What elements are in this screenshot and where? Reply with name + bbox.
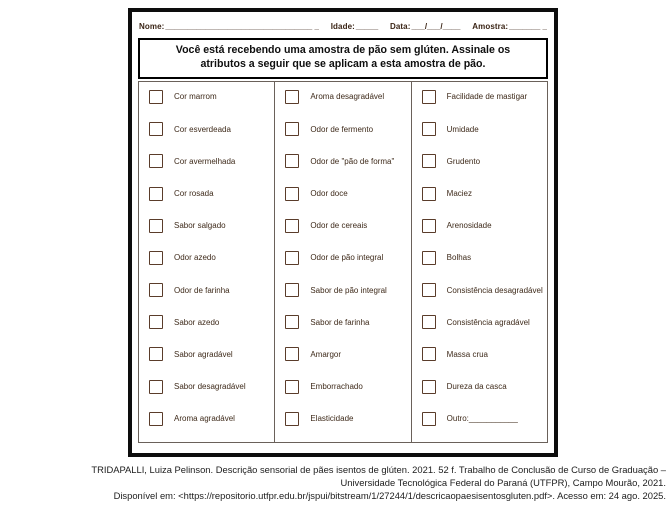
citation-line-3: Disponível em: <https://repositorio.utfpr.edu.br/jspui/bitstream/1/27244/1/descricaopaesisentosgluten.pdf>. Acesso em: 24 ago. 2025. [113, 489, 666, 501]
attribute-label: Odor de fermento [310, 124, 374, 134]
field-data [390, 22, 460, 31]
attribute-item [422, 251, 543, 265]
checkbox[interactable] [285, 251, 299, 265]
attribute-item [422, 219, 543, 233]
field-idade [331, 22, 378, 31]
attribute-label: Sabor azedo [174, 317, 220, 327]
attribute-item [149, 315, 270, 329]
instruction-box [138, 38, 548, 79]
attribute-label: Aroma agradável [174, 414, 235, 424]
attribute-label: Emborrachado [310, 382, 363, 392]
attributes-column-2 [274, 82, 410, 442]
attributes-table [138, 81, 548, 443]
attribute-item [422, 380, 543, 394]
attribute-label: Bolhas [446, 253, 472, 263]
attribute-item [149, 347, 270, 361]
attribute-item [422, 122, 543, 136]
attribute-label: Odor doce [310, 189, 348, 198]
checkbox[interactable] [422, 122, 436, 136]
attribute-item [149, 187, 270, 201]
attribute-label: Dureza da casca [446, 382, 507, 392]
checkbox[interactable] [149, 122, 163, 136]
checkbox[interactable] [422, 251, 436, 265]
attribute-item [285, 122, 406, 136]
checkbox[interactable] [285, 187, 299, 201]
checkbox[interactable] [422, 380, 436, 394]
attribute-label: Odor de "pão de forma" [310, 156, 395, 166]
checkbox[interactable] [422, 315, 436, 329]
data-label: Data: [389, 22, 411, 31]
attribute-item [149, 219, 270, 233]
attribute-label: Elasticidade [310, 414, 354, 424]
attribute-item [285, 412, 406, 426]
data-fill-line[interactable]: ___/___/____ [411, 22, 461, 31]
attribute-label: Maciez [446, 189, 472, 198]
checkbox[interactable] [149, 90, 163, 104]
attribute-label: Outro:___________ [446, 414, 518, 424]
questionnaire-form [128, 8, 558, 457]
citation-line-1: TRIDAPALLI, Luiza Pelinson. Descrição sensorial de pães isentos de glúten. 2021. 52 f. Trabalho de Conclusão de Curso de Graduação – [91, 464, 666, 475]
attribute-label: Sabor de pão integral [310, 285, 387, 295]
field-nome [139, 22, 319, 31]
checkbox[interactable] [422, 154, 436, 168]
checkbox[interactable] [422, 219, 436, 233]
attribute-item [149, 122, 270, 136]
attribute-label: Odor de pão integral [310, 253, 384, 263]
attribute-item [149, 380, 270, 394]
attribute-label: Cor esverdeada [174, 124, 231, 134]
attributes-column-3 [411, 82, 547, 442]
attributes-column-1 [139, 82, 274, 442]
attribute-label: Consistência agradável [446, 317, 530, 327]
checkbox[interactable] [149, 219, 163, 233]
checkbox[interactable] [285, 380, 299, 394]
checkbox[interactable] [422, 187, 436, 201]
attribute-item [149, 283, 270, 297]
attribute-item [422, 315, 543, 329]
attribute-label: Odor de farinha [174, 285, 230, 295]
checkbox[interactable] [285, 90, 299, 104]
attribute-label: Odor de cereais [310, 221, 368, 231]
attribute-item [149, 412, 270, 426]
checkbox[interactable] [285, 219, 299, 233]
amostra-label: Amostra: [472, 22, 509, 31]
checkbox[interactable] [149, 283, 163, 297]
attribute-label: Sabor salgado [174, 221, 226, 231]
checkbox[interactable] [285, 315, 299, 329]
checkbox[interactable] [285, 347, 299, 361]
attribute-label: Grudento [446, 156, 481, 166]
attribute-item [149, 90, 270, 104]
attribute-label: Sabor de farinha [310, 317, 370, 327]
citation-line-2: Universidade Tecnológica Federal do Paraná (UTFPR), Campo Mourão, 2021. [340, 476, 666, 488]
attribute-label: Massa crua [446, 349, 489, 359]
attribute-label: Sabor desagradável [174, 382, 246, 392]
attribute-label: Odor azedo [174, 253, 216, 263]
checkbox[interactable] [285, 283, 299, 297]
attribute-item [285, 154, 406, 168]
attribute-item [285, 315, 406, 329]
checkbox[interactable] [422, 90, 436, 104]
attribute-item [422, 347, 543, 361]
attribute-label: Facilidade de mastigar [446, 92, 528, 102]
form-header [139, 22, 547, 31]
checkbox[interactable] [149, 412, 163, 426]
attribute-item [285, 90, 406, 104]
attribute-item [285, 283, 406, 297]
checkbox[interactable] [285, 412, 299, 426]
checkbox[interactable] [422, 412, 436, 426]
attribute-item [285, 347, 406, 361]
attribute-label: Consistência desagradável [446, 285, 543, 295]
attribute-item [422, 412, 543, 426]
attribute-item [285, 187, 406, 201]
checkbox[interactable] [149, 154, 163, 168]
citation [0, 464, 666, 503]
attribute-label: Aroma desagradável [310, 92, 385, 102]
attribute-item [422, 154, 543, 168]
attribute-item [149, 251, 270, 265]
checkbox[interactable] [149, 380, 163, 394]
instruction-text: Você está recebendo uma amostra de pão sem glúten. Assinale os atributos a seguir que se aplicam a esta amostra de pão. [175, 44, 511, 70]
checkbox[interactable] [422, 347, 436, 361]
nome-fill-line[interactable]: _________________________________ _ [165, 22, 319, 31]
checkbox[interactable] [285, 154, 299, 168]
attribute-label: Cor marrom [174, 92, 217, 102]
nome-label: Nome: [139, 22, 165, 31]
checkbox[interactable] [149, 251, 163, 265]
attribute-label: Arenosidade [446, 221, 492, 231]
attribute-item [149, 154, 270, 168]
idade-label: Idade: [330, 22, 355, 31]
attribute-item [422, 283, 543, 297]
attribute-label: Umidade [446, 124, 479, 134]
attribute-item [422, 90, 543, 104]
checkbox[interactable] [149, 347, 163, 361]
attribute-label: Cor avermelhada [174, 156, 236, 166]
attribute-item [285, 219, 406, 233]
checkbox[interactable] [285, 122, 299, 136]
checkbox[interactable] [149, 187, 163, 201]
amostra-fill-line[interactable]: _______ _ [509, 22, 547, 31]
attribute-label: Cor rosada [174, 189, 214, 198]
checkbox[interactable] [422, 283, 436, 297]
checkbox[interactable] [149, 315, 163, 329]
attribute-item [285, 380, 406, 394]
attribute-item [285, 251, 406, 265]
attribute-label: Amargor [310, 349, 342, 359]
attribute-label: Sabor agradável [174, 349, 233, 359]
attribute-item [422, 187, 543, 201]
idade-fill-line[interactable]: _____ [355, 22, 379, 31]
field-amostra [472, 22, 547, 31]
